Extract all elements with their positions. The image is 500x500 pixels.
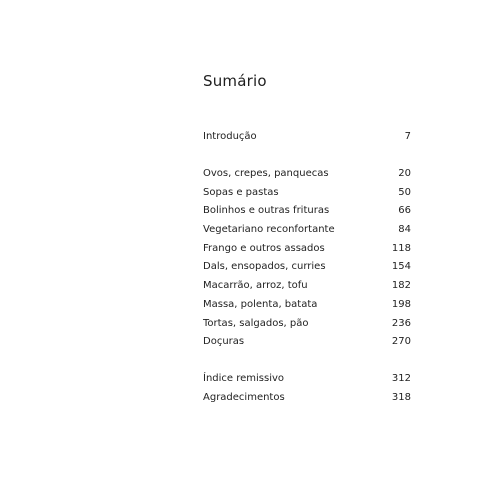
toc-entry-label: Ovos, crepes, panquecas bbox=[203, 168, 329, 179]
toc-entry bbox=[203, 224, 411, 243]
toc-entry-label: Sopas e pastas bbox=[203, 186, 279, 198]
toc-entry-page: 312 bbox=[391, 373, 411, 384]
toc-entry bbox=[203, 336, 411, 355]
toc-entry-label: Dals, ensopados, curries bbox=[203, 261, 326, 273]
toc-entry-page: 318 bbox=[391, 391, 411, 403]
toc-group-intro bbox=[203, 131, 411, 150]
toc-entry-label: Agradecimentos bbox=[203, 391, 285, 403]
toc-entry bbox=[203, 373, 411, 392]
toc-entry-page: 270 bbox=[391, 336, 411, 348]
toc-entry-page: 198 bbox=[391, 298, 411, 310]
toc-entry bbox=[203, 299, 411, 318]
toc-entry-label: Macarrão, arroz, tofu bbox=[203, 280, 308, 292]
toc-entry-page: 7 bbox=[404, 131, 411, 142]
toc-entry bbox=[203, 280, 411, 299]
toc-entry-label: Doçuras bbox=[203, 336, 245, 348]
toc-entry-page: 50 bbox=[398, 186, 411, 198]
toc-entry-label: Bolinhos e outras frituras bbox=[203, 205, 330, 217]
page-title: Sumário bbox=[203, 72, 267, 90]
toc-entry-label: Massa, polenta, batata bbox=[203, 298, 318, 310]
toc-entry bbox=[203, 205, 411, 224]
toc-entry-label: Introdução bbox=[203, 131, 257, 142]
toc-entry-page: 118 bbox=[391, 242, 411, 254]
toc-entry-page: 154 bbox=[391, 261, 411, 273]
toc-entry bbox=[203, 392, 411, 411]
toc-entry-label: Tortas, salgados, pão bbox=[203, 317, 309, 329]
toc-entry bbox=[203, 261, 411, 280]
toc-group-chapters bbox=[203, 168, 411, 355]
toc-entry-page: 66 bbox=[398, 205, 411, 217]
toc-entry bbox=[203, 243, 411, 262]
toc-entry bbox=[203, 131, 411, 150]
toc-entry bbox=[203, 168, 411, 187]
toc-entry-label: Vegetariano reconfortante bbox=[203, 224, 335, 236]
toc-entry-page: 236 bbox=[391, 317, 411, 329]
toc-entry-label: Frango e outros assados bbox=[203, 242, 325, 254]
toc-entry-page: 182 bbox=[391, 280, 411, 292]
toc-entry bbox=[203, 318, 411, 337]
toc-entry bbox=[203, 187, 411, 206]
toc-entry-page: 84 bbox=[398, 224, 411, 236]
toc-entry-label: Índice remissivo bbox=[203, 373, 285, 384]
toc-entry-page: 20 bbox=[398, 168, 411, 179]
toc-group-backmatter bbox=[203, 373, 411, 410]
